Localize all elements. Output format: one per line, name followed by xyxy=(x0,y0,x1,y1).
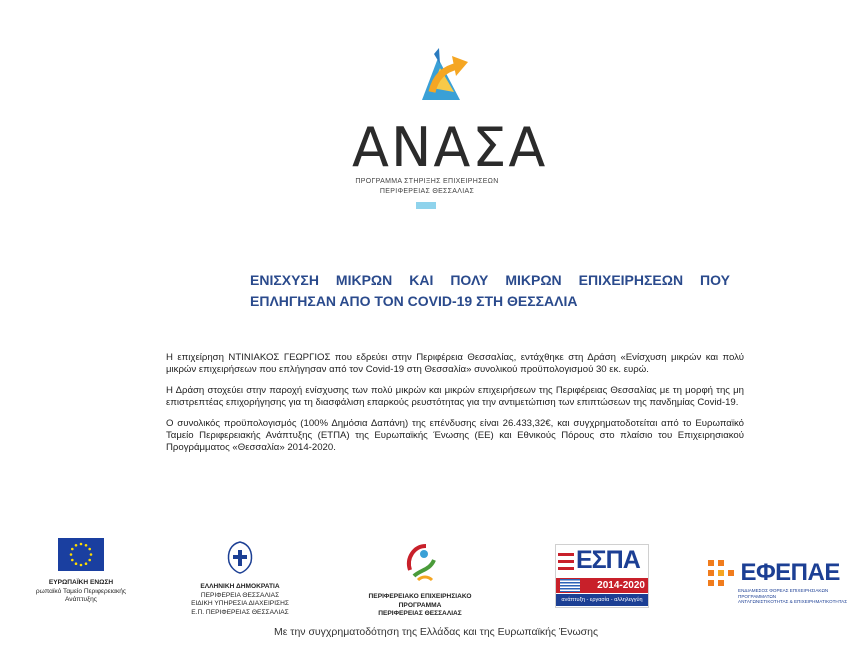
eu-caption-1: ΕΥΡΩΠΑΪΚΗ ΕΝΩΣΗ xyxy=(48,579,114,586)
greek-republic-logo xyxy=(190,540,290,617)
logo-subtitle-2: ΠΕΡΙΦΕΡΕΙΑΣ ΘΕΣΣΑΛΙΑΣ xyxy=(379,188,475,195)
espa-years: 2014-2020 xyxy=(556,578,648,593)
efepae-name: ΕΦΕΠΑΕ xyxy=(740,559,840,586)
paragraph: Η Δράση στοχεύει στην παροχή ενίσχυσης των πολύ μικρών και μικρών επιχειρήσεων της Περιφέρειας Θεσσαλίας με τη μορφή της μη επιστρεπτέας επιχορήγησης για τη διασφάλιση επαρκούς ρευστότητας για την αντιμετώπιση των επιπτώσεων της πανδημίας Covid-19. xyxy=(166,385,744,408)
title-line-2: ΕΠΛΗΓΗΣΑΝ ΑΠΟ ΤΟΝ COVID-19 ΣΤΗ ΘΕΣΣΑΛΙΑ xyxy=(250,293,578,309)
gr-caption-4: Ε.Π. ΠΕΡΙΦΕΡΕΙΑΣ ΘΕΣΣΑΛΙΑΣ xyxy=(191,608,289,616)
title-line-1: ΕΝΙΣΧΥΣΗ ΜΙΚΡΩΝ ΚΑΙ ΠΟΛΥ ΜΙΚΡΩΝ ΕΠΙΧΕΙΡΗΣΕΩΝ ΠΟΥ xyxy=(250,272,730,288)
logo-subtitle-1: ΠΡΟΓΡΑΜΜΑ ΣΤΗΡΙΞΗΣ ΕΠΙΧΕΙΡΗΣΕΩΝ xyxy=(355,178,499,185)
pep-thessaly-logo xyxy=(350,540,490,619)
brand-name: ΑΝΑΣΑ xyxy=(352,116,548,179)
arrow-mountain-icon xyxy=(412,48,472,108)
gr-caption-3: ΕΙΔΙΚΗ ΥΠΗΡΕΣΙΑ ΔΙΑΧΕΙΡΙΣΗΣ xyxy=(191,600,289,607)
greek-flag-icon xyxy=(560,579,580,592)
efepae-dots-icon xyxy=(706,558,736,588)
gr-caption-2: ΠΕΡΙΦΕΡΕΙΑ ΘΕΣΣΑΛΙΑΣ xyxy=(200,591,280,599)
eu-flag-icon xyxy=(58,538,104,571)
cofunding-statement xyxy=(0,626,864,638)
cofunding-text: Με την συγχρηματοδότηση της Ελλάδας και της Ευρωπαϊκής Ένωσης xyxy=(273,626,599,638)
efepae-sub-1: ΕΝΔΙΑΜΕΣΟΣ ΦΟΡΕΑΣ ΕΠΙΧΕΙΡΗΣΙΑΚΩΝ ΠΡΟΓΡΑΜΜΑΤΩΝ xyxy=(738,588,829,599)
paragraph: Η επιχείρηση ΝΤΙΝΙΑΚΟΣ ΓΕΩΡΓΙΟΣ που εδρεύει στην Περιφέρεια Θεσσαλίας, εντάχθηκε στη Δράση «Ενίσχυση μικρών και πολύ μικρών επιχειρήσεων που επλήγησαν από τον Covid-19 στη Θεσσαλία» συνολικού προϋπολογισμού 30 εκ. ευρώ. xyxy=(166,352,744,375)
greek-emblem-icon xyxy=(225,540,255,574)
pep-caption-1: ΠΕΡΙΦΕΡΕΙΑΚΟ ΕΠΙΧΕΙΡΗΣΙΑΚΟ ΠΡΟΓΡΑΜΜΑ xyxy=(368,593,472,609)
gr-caption-1: ΕΛΛΗΝΙΚΗ ΔΗΜΟΚΡΑΤΙΑ xyxy=(200,583,280,590)
anasa-logo xyxy=(352,48,548,213)
document-title xyxy=(250,270,730,312)
eu-caption-3: Ανάπτυξης xyxy=(65,596,97,603)
efepae-sub-2: ΑΝΤΑΓΩΝΙΣΤΙΚΟΤΗΤΑΣ & ΕΠΙΧΕΙΡΗΜΑΤΙΚΟΤΗΤΑΣ xyxy=(738,599,848,604)
efepae-logo xyxy=(706,558,852,605)
document-body xyxy=(166,352,744,463)
pep-caption-2: ΠΕΡΙΦΕΡΕΙΑΣ ΘΕΣΣΑΛΙΑΣ xyxy=(378,610,462,617)
espa-stripes-icon xyxy=(558,549,576,577)
paragraph: Ο συνολικός προϋπολογισμός (100% Δημόσια Δαπάνη) της επένδυσης είναι 26.433,32€, και συγχρηματοδοτείται από το Ευρωπαϊκό Ταμείο Περιφερειακής Ανάπτυξης (ΕΤΠΑ) της Ευρωπαϊκής Ένωσης (ΕΕ) και Εθνικούς Πόρους στο πλαίσιο του Επιχειρησιακού Προγράμματος «Θεσσαλία» 2014-2020. xyxy=(166,418,744,453)
pep-figure-icon xyxy=(400,540,440,586)
logo-bar xyxy=(416,202,436,209)
eu-caption-2: ρωπαϊκό Ταμείο Περιφερειακής xyxy=(35,587,127,595)
espa-logo xyxy=(555,544,647,608)
eu-logo xyxy=(26,538,136,605)
espa-title: ΕΣΠΑ xyxy=(576,546,640,574)
espa-tagline: ανάπτυξη - εργασία - αλληλεγγύη xyxy=(556,594,648,606)
